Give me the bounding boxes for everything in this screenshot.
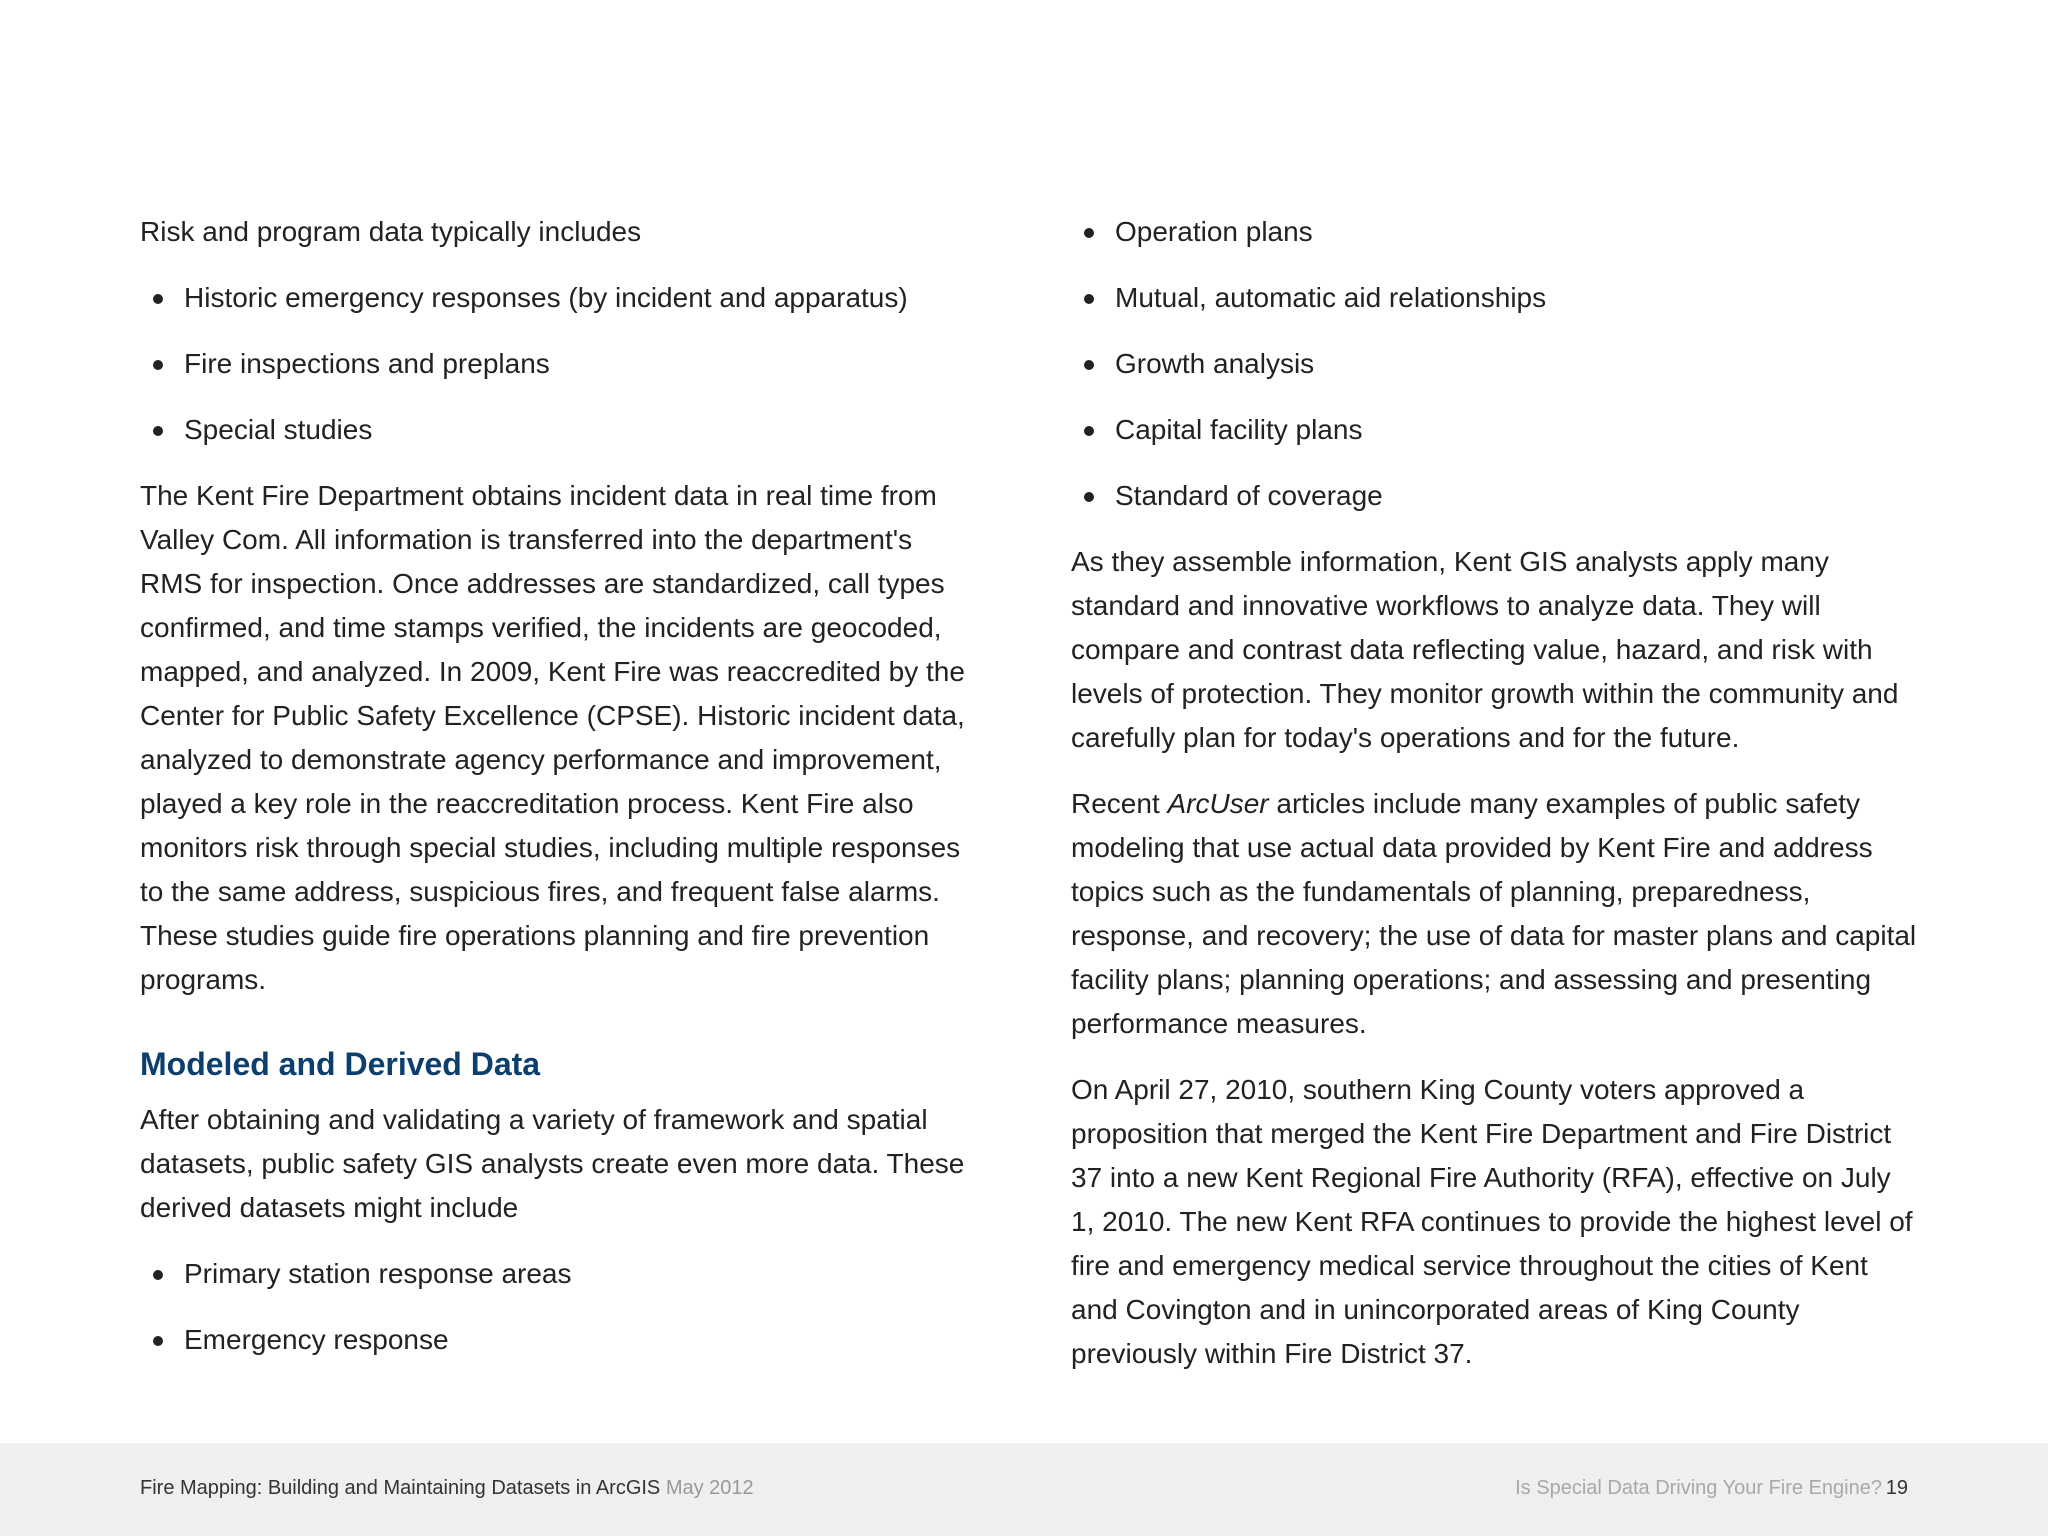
list-item <box>140 276 980 320</box>
section-heading: Modeled and Derived Data <box>140 1046 541 1082</box>
bullet-icon <box>153 1270 163 1280</box>
arcuser-text-after: articles include many examples of public safety modeling that use actual data provided by Kent Fire and address topics such as the fundamentals of planning, preparedness, response, and recovery; the use of data for master plans and capital facility plans; planning operations; and assessing and presenting performance measures. <box>1071 788 1917 1039</box>
left-column <box>140 210 980 1384</box>
derived-data-list-continued <box>1071 210 1921 518</box>
list-item-text: Special studies <box>184 414 373 445</box>
list-item-text: Operation plans <box>1115 216 1313 247</box>
derived-intro: After obtaining and validating a variety of framework and spatial datasets, public safety GIS analysts create even more data. These derived datasets might include <box>140 1104 965 1223</box>
list-item <box>140 342 980 386</box>
bullet-icon <box>1084 228 1094 238</box>
publication-date: May 2012 <box>665 1477 754 1499</box>
footer-section-title: Is Special Data Driving Your Fire Engine? <box>1515 1477 1882 1499</box>
page-number: 19 <box>1885 1477 1908 1499</box>
arcuser-title: ArcUser <box>1167 788 1269 819</box>
list-item-text: Standard of coverage <box>1115 480 1383 511</box>
derived-data-list <box>140 1252 980 1362</box>
bullet-icon <box>1084 294 1094 304</box>
list-item-text: Capital facility plans <box>1115 414 1363 445</box>
risk-data-list <box>140 276 980 452</box>
list-item-text: Mutual, automatic aid relationships <box>1115 282 1547 313</box>
kent-fire-paragraph: The Kent Fire Department obtains incident data in real time from Valley Com. All information is transferred into the department's RMS for inspection. Once addresses are standardized, call types confirmed, and time stamps verified, the incidents are geocoded, mapped, and analyzed. In 2009, Kent Fire was reaccredited by the Center for Public Safety Excellence (CPSE). Historic incident data, analyzed to demonstrate agency performance and improvement, played a key role in the reaccreditation process. Kent Fire also monitors risk through special studies, including multiple responses to the same address, suspicious fires, and frequent false alarms. These studies guide fire operations planning and fire prevention programs. <box>140 480 965 995</box>
bullet-icon <box>1084 360 1094 370</box>
list-item-text: Emergency response <box>184 1324 449 1355</box>
list-item <box>140 1318 980 1362</box>
publication-title: Fire Mapping: Building and Maintaining Datasets in ArcGIS <box>140 1477 661 1499</box>
arcuser-text-before: Recent <box>1071 788 1168 819</box>
bullet-icon <box>1084 426 1094 436</box>
risk-intro: Risk and program data typically includes <box>140 216 642 247</box>
page-footer <box>0 1443 2048 1536</box>
arcuser-paragraph <box>1071 782 1921 1046</box>
bullet-icon <box>153 1336 163 1346</box>
list-item-text: Primary station response areas <box>184 1258 572 1289</box>
list-item <box>1071 474 1921 518</box>
merger-paragraph: On April 27, 2010, southern King County voters approved a proposition that merged the Kent Fire Department and Fire District 37 into a new Kent Regional Fire Authority (RFA), effective on July 1, 2010. The new Kent RFA continues to provide the highest level of fire and emergency medical service throughout the cities of Kent and Covington and in unincorporated areas of King County previously within Fire District 37. <box>1071 1074 1913 1369</box>
bullet-icon <box>153 294 163 304</box>
footer-publication <box>140 1475 754 1501</box>
list-item <box>140 408 980 452</box>
list-item <box>1071 276 1921 320</box>
list-item <box>1071 210 1921 254</box>
list-item-text: Fire inspections and preplans <box>184 348 550 379</box>
bullet-icon <box>1084 492 1094 502</box>
bullet-icon <box>153 360 163 370</box>
analysts-paragraph: As they assemble information, Kent GIS analysts apply many standard and innovative workflows to analyze data. They will compare and contrast data reflecting value, hazard, and risk with levels of protection. They monitor growth within the community and carefully plan for today's operations and for the future. <box>1071 546 1899 753</box>
list-item <box>140 1252 980 1296</box>
list-item <box>1071 342 1921 386</box>
right-column <box>1071 210 1921 1398</box>
bullet-icon <box>153 426 163 436</box>
list-item <box>1071 408 1921 452</box>
list-item-text: Historic emergency responses (by incident and apparatus) <box>184 282 908 313</box>
list-item-text: Growth analysis <box>1115 348 1315 379</box>
